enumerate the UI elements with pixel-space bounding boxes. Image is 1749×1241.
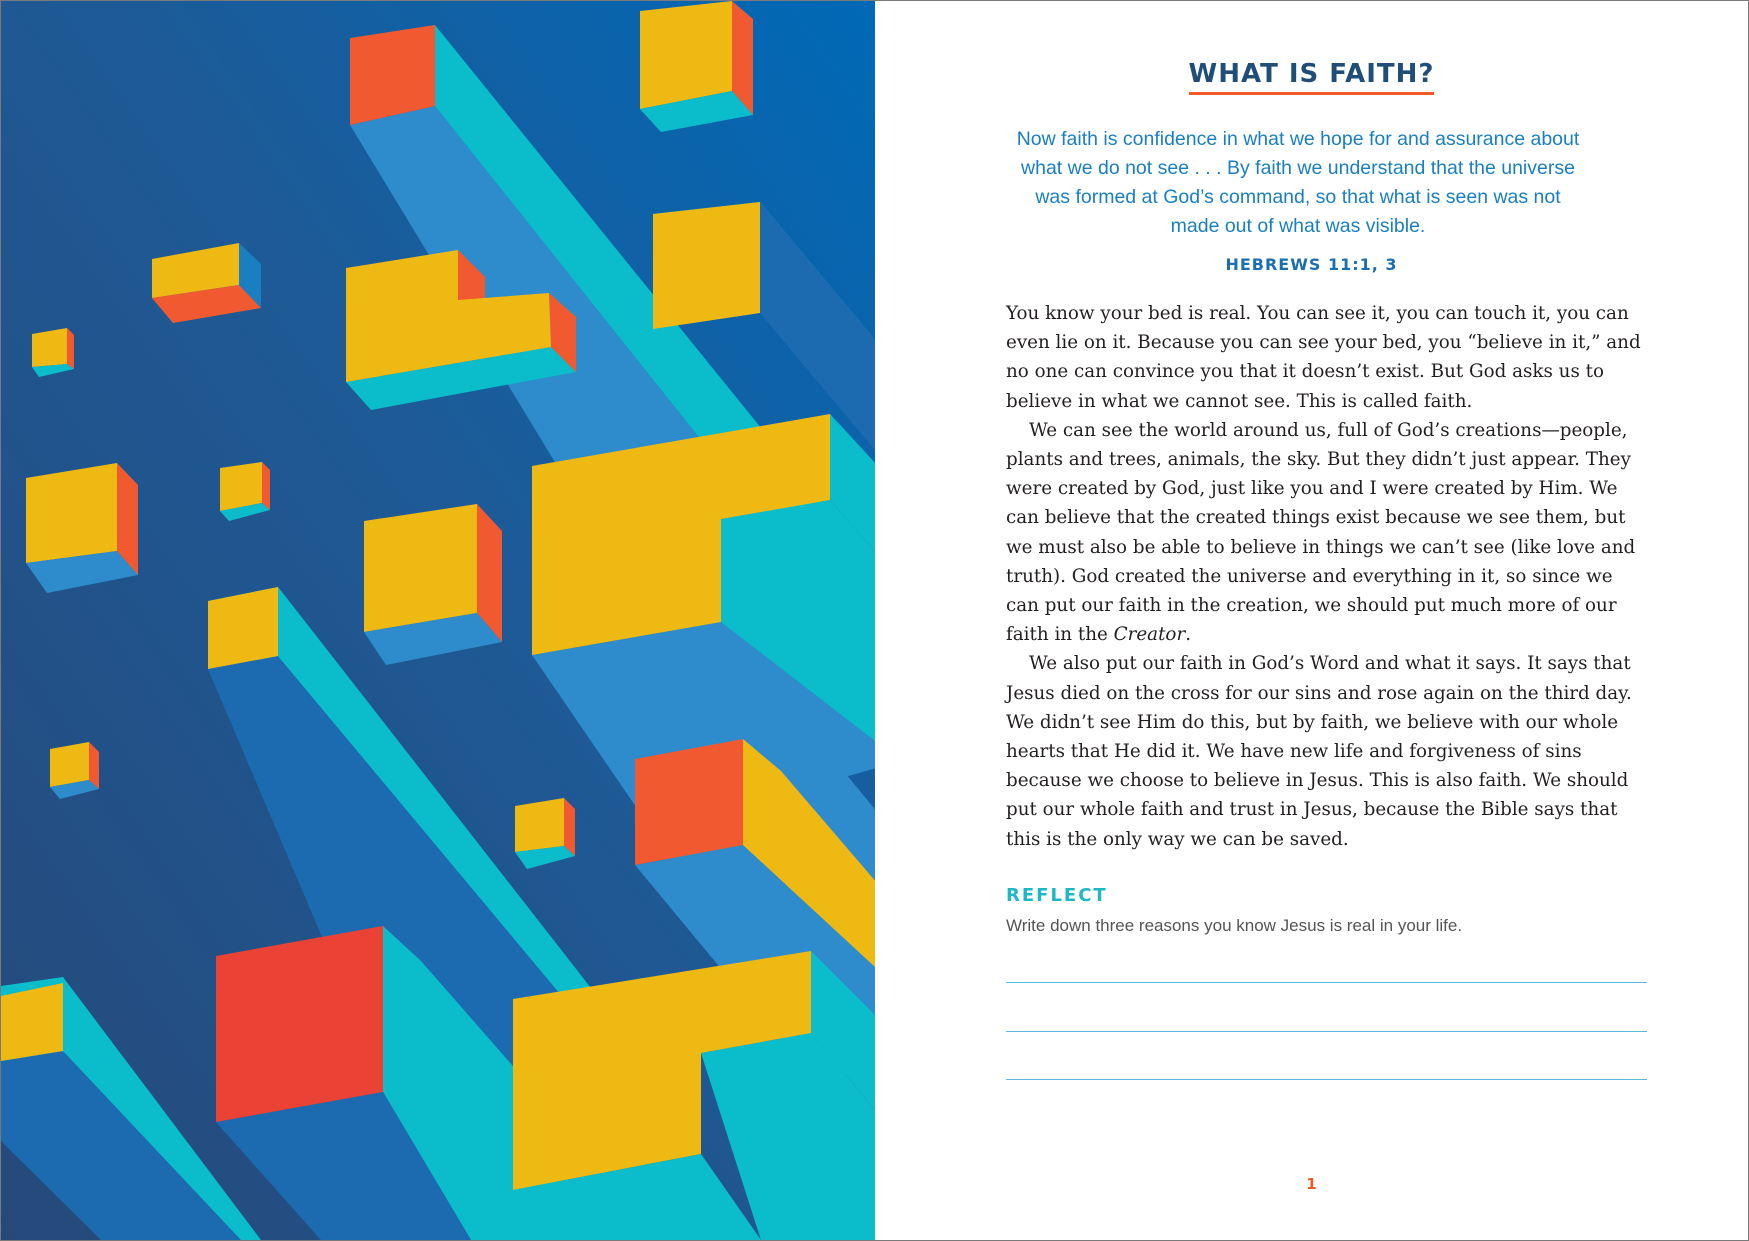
page-title: WHAT IS FAITH? [1189, 59, 1435, 95]
body-paragraph-3: We also put our faith in God’s Word and what it says. It says that Jesus died on the cross for our sins and rose again on the third day. We didn’t see Him do this, but by faith, we believe with our whole hearts that He did it. We have new life and forgiveness of sins because we choose to believe in Jesus. This is also faith. We should put our whole faith and trust in Jesus, because the Bible says that this is the only way we can be saved. [1006, 653, 1632, 850]
abstract-blocks-art [1, 1, 875, 1240]
isometric-blocks-illustration [1, 1, 875, 1240]
reflect-heading: REFLECT [1006, 885, 1108, 906]
writing-line-3[interactable] [1006, 1079, 1647, 1080]
body-paragraph-2-end: . [1185, 624, 1191, 646]
writing-line-2[interactable] [1006, 1031, 1647, 1032]
reflect-prompt: Write down three reasons you know Jesus is real in your life. [1006, 916, 1463, 935]
writing-line-1[interactable] [1006, 982, 1647, 983]
body-paragraph-2 [1006, 416, 1646, 650]
scripture-reference: HEBREWS 11:1, 3 [1225, 255, 1398, 274]
page-number: 1 [1306, 1175, 1317, 1193]
title-wrapper [875, 59, 1748, 95]
scripture-verse: Now faith is confidence in what we hope for and assurance about what we do not see . . . By faith we understand that the universe was formed at God’s command, so that what is seen was not made out of what was visible. [1016, 128, 1580, 237]
body-paragraph-2-emphasis: Creator [1113, 624, 1186, 646]
text-page [875, 1, 1748, 1240]
body-paragraph-1: You know your bed is real. You can see it, you can touch it, you can even lie on it. Because you can see your bed, you “believe in it,” and no one can convince you that it doesn’t exist. But God asks us to believe in what we cannot see. This is called faith. [1006, 303, 1641, 412]
body-text [1006, 299, 1646, 854]
body-paragraph-2-text: We can see the world around us, full of God’s creations—people, plants and trees, animals, the sky. But they didn’t just appear. They were created by God, just like you and I were created by Him. We can believe that the created things exist because we see them, but we must also be able to believe in things we can’t see (like love and truth). God created the universe and everything in it, so since we can put our faith in the creation, we should put much more of our faith in the [1006, 419, 1636, 646]
